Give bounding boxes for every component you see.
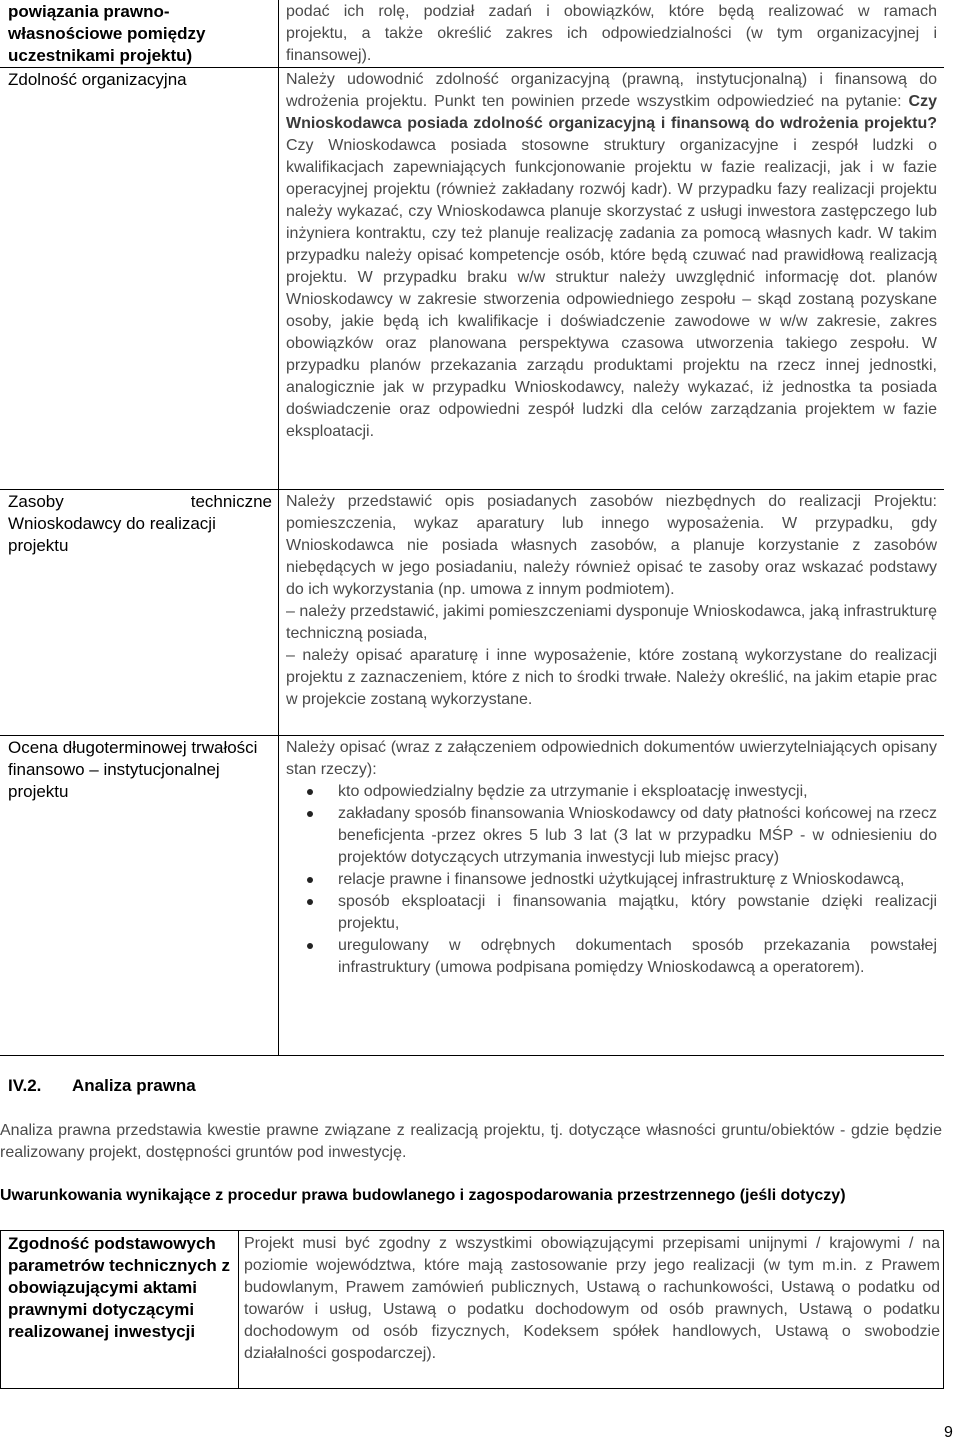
list-item: relacje prawne i finansowe jednostki użytkującej infrastrukturę z Wnioskodawcą, [338,869,937,891]
row-text-durability [279,736,945,1056]
row-text-compliance: Projekt musi być zgodny z wszystkimi obowiązującymi przepisami unijnymi / krajowymi / na poziomie województwa, które mają zastosowanie przy jego realizacji (w tym m.in. z Prawem budowlanym, Prawem zamówień publicznych, Ustawą o rachunkowości, Ustawą o podatku od towarów i usług, Ustawą o podatku dochodowym od osób prawnych, Ustawą o podatku dochodowym od osób fizycznych, Kodeksem spółek handlowych, Ustawą o swobodzie działalności gospodarczej). [239,1231,944,1389]
row-label-durability [0,736,279,1056]
list-item: uregulowany w odrębnych dokumentach sposób przekazania powstałej infrastruktury (umowa podpisana pomiędzy Wnioskodawcą a operatorem). [338,935,937,979]
table-row [0,736,944,1056]
section-title: Analiza prawna [72,1076,196,1095]
bullet-list [286,781,937,979]
subheading: Uwarunkowania wynikające z procedur prawa budowlanego i zagospodarowania przestrzennego (jeśli dotyczy) [0,1187,846,1204]
label-first-line [8,491,272,513]
table-row [1,1231,944,1389]
row-text-organizational [279,68,945,490]
page-number: 9 [944,1424,953,1441]
key-question: Czy Wnioskodawca posiada zdolność organizacyjną i finansową do wdrożenia projektu? [286,93,937,132]
table-row [0,490,944,736]
table-legal-compliance [0,1230,944,1389]
list-item: sposób eksploatacji i finansowania majątku, który powstanie dzięki realizacji projektu, [338,891,937,935]
text-line: podać ich rolę, podział zadań i obowiązków, które będą realizować w ramach [286,3,937,20]
intro-paragraph: Analiza prawna przedstawia kwestie prawne związane z realizacją projektu, tj. dotyczące własności gruntu/obiektów - gdzie będzie realizowany projekt, dostępności gruntów pod inwestycję. [0,1122,942,1161]
label-text: Zdolność organizacyjna [8,70,187,89]
list-item: kto odpowiedzialny będzie za utrzymanie i eksploatację inwestycji, [338,781,937,803]
paragraph: – należy przedstawić, jakimi pomieszczeniami dysponuje Wnioskodawca, jaką infrastrukturę techniczną posiada, [286,603,937,642]
table-row [0,0,944,68]
row-label-technical [0,490,279,736]
label-text: Wnioskodawcy do realizacji projektu [8,514,216,555]
paragraph: Należy udowodnić zdolność organizacyjną (prawną, instytucjonalną) i finansową do wdrożenia projektu. Punkt ten powinien przede wszystkim odpowiedzieć na pytanie: [286,71,937,110]
text-line: finansowej). [286,47,372,64]
table-row [0,68,944,490]
paragraph: Należy przedstawić opis posiadanych zasobów niezbędnych do realizacji Projektu: pomieszczenia, wykaz aparatury lub innego wyposażenia. W przypadku, gdy Wnioskodawca nie posiada własnych zasobów, a planuje korzystanie z zasobów niebędących w jego posiadaniu, należy również opisać te zasoby oraz wskazać podstawy do ich wykorzystania (np. umowa z innym podmiotem). [286,493,937,598]
paragraph: Należy opisać (wraz z załączeniem odpowiednich dokumentów uwierzytelniających opisany stan rzeczy): [286,739,937,778]
row-text-technical [279,490,945,736]
label-word: Zasoby [8,492,64,511]
label-text: Ocena długoterminowej trwałości finansowo – instytucjonalnej projektu [8,738,258,801]
label-line: własnościowe pomiędzy [8,24,206,43]
paragraph: – należy opisać aparaturę i inne wyposażenie, które zostaną wykorzystane do realizacji projektu z zaznaczeniem, które z nich to środki trwałe. Należy określić, na jakim etapie prac w projekcie zostaną wykorzystane. [286,647,937,708]
row-label-organizational [0,68,279,490]
label-line: uczestnikami projektu) [8,46,193,65]
paragraph: Czy Wnioskodawca posiada stosowne struktury organizacyjne i zespół ludzki o kwalifikacjach zapewniających funkcjonowanie projektu w fazie realizacji, jak i w fazie operacyjnej projektu (również zakładany rozwój kadr). W przypadku fazy realizacji projektu należy wykazać, czy Wnioskodawca planuje skorzystać z usługi inwestora zastępczego lub inżyniera kontraktu, czy też planuje realizację zadania za pomocą własnych kadr. W takim przypadku należy opisać kompetencje osób, które będą czuwać nad prawidłową realizacją projektu. W przypadku braku w/w struktur należy uwzględnić informację dot. planów Wnioskodawcy w zakresie stworzenia odpowiedniego zespołu – skąd zostaną pozyskane osoby, jakie będą ich kwalifikacje i doświadczenie zawodowe w w/w zakresie, zakres obowiązków oraz planowana perspektywa czasowa utworzenia takiego zespołu. W przypadku planów przekazania zarządu produktami projektu na rzecz innej jednostki, analogicznie jak w przypadku Wnioskodawcy, należy wykazać, iż jednostka ta posiada doświadczenie oraz odpowiedni zespół ludzki dla celów zarządzania projektem w fazie eksploatacji. [286,137,937,440]
section-heading [8,1075,196,1097]
list-item: zakładany sposób finansowania Wnioskodawcy od daty płatności końcowej na rzecz beneficjenta -przez okres 5 lub 3 lat (3 lat w przypadku MŚP - w odniesieniu do projektów dotyczących utrzymania inwestycji lub miejsc pracy) [338,803,937,869]
section-number: IV.2. [8,1076,42,1095]
label-line: powiązania prawno- [8,2,170,21]
text-line: projektu, a także określić zakres ich odpowiedzialności (w tym organizacyjnej i [286,25,937,42]
row-label-compliance: Zgodność podstawowych parametrów technicznych z obowiązującymi aktami prawnymi dotyczącymi realizowanej inwestycji [1,1231,239,1389]
row-text-ownership [279,0,945,68]
row-label-ownership [0,0,279,68]
label-word: techniczne [190,492,272,511]
